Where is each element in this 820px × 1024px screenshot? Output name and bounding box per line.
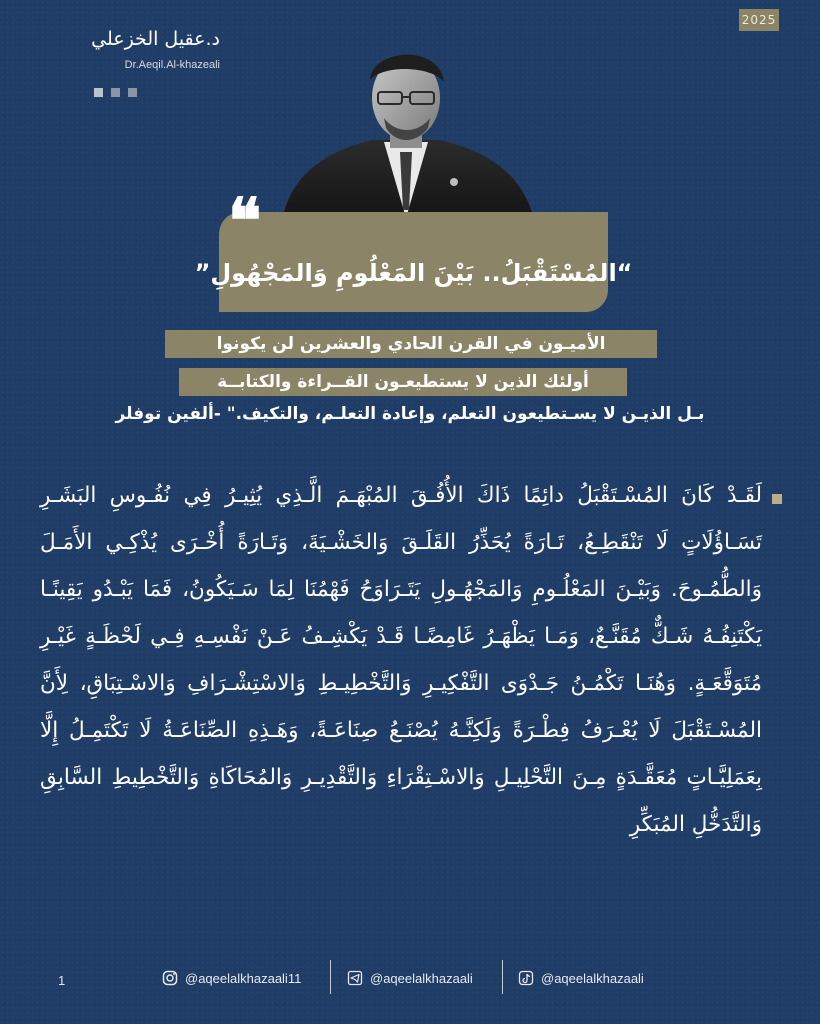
telegram-link[interactable] bbox=[347, 966, 473, 990]
divider bbox=[502, 960, 503, 994]
tiktok-icon bbox=[518, 970, 534, 986]
quote-line-2: أولئك الذين لا يستطيعـون القــراءة والكتابــة bbox=[179, 368, 627, 396]
bullet-icon bbox=[772, 494, 782, 504]
page-title: “المُسْتَقْبَلُ.. بَيْنَ المَعْلُومِ وَالمَجْهُولِ” bbox=[194, 259, 633, 287]
year-badge: 2025 bbox=[739, 9, 779, 31]
quote-icon: ❝ bbox=[228, 184, 262, 257]
tiktok-handle: @aqeelalkhazaali bbox=[541, 970, 644, 986]
quote-line-1: الأميـون في القرن الحادي والعشرين لن يكونوا bbox=[165, 330, 657, 358]
decorative-dots bbox=[94, 88, 137, 97]
instagram-link[interactable] bbox=[162, 966, 301, 990]
author-name-arabic: د.عقيل الخزعلي bbox=[91, 28, 220, 50]
title-banner bbox=[194, 212, 633, 312]
telegram-handle: @aqeelalkhazaali bbox=[370, 970, 473, 986]
dot bbox=[128, 88, 137, 97]
instagram-icon bbox=[162, 970, 178, 986]
telegram-icon bbox=[347, 970, 363, 986]
instagram-handle: @aqeelalkhazaali11 bbox=[185, 970, 302, 986]
portrait-photo bbox=[272, 40, 540, 220]
author-name-english: Dr.Aeqil.Al-khazeali bbox=[124, 59, 220, 71]
dot bbox=[111, 88, 120, 97]
divider bbox=[330, 960, 331, 994]
body-paragraph: لَقَـدْ كَانَ المُسْـتَقْبَلُ دائِمًا ذَاكَ الأُفُـقَ المُبْهَـمَ الَّـذِي يُثِيـرُ فِي نُفُـوسِ البَشَـرِ تَسَـاؤُلَاتٍ لَا تَنْقَطِـعُ، تَـارَةً يُحَذِّرُ القَلَـقَ وَالخَشْـيَةَ، وَتَـارَةً أُخْـرَى يُذْكِـي الأَمَـلَ وَالطُّمُـوحَ. وَبَيْـنَ المَعْلُـومِ وَالمَجْهُـولِ يَتَـرَاوَحُ فَهْمُنَا لِمَا سَـيَكُونُ، فَمَا يَبْـدُو يَقِينًـا يَكْتَنِفُـهُ شَـكٌّ مُقَنَّـعٌ، وَمَـا يَظْهَـرُ غَامِضًـا قَـدْ يَكْشِـفُ عَـنْ نَفْسِـهِ فِـي لَحْظَـةٍ غَيْـرِ مُتَوَقَّعَـةٍ. وَهُنَـا تَكْمُـنُ جَـدْوَى التَّفْكِيـرِ وَالتَّخْطِيـطِ وَالاسْتِشْـرَافِ وَالاسْـتِبَاقِ، لِأَنَّ المُسْـتَقْبَلَ لَا يُعْـرَفُ فِطْـرَةً وَلَكِنَّـهُ يُصْنَـعُ صِنَاعَـةً، وَهَـذِهِ الصِّنَاعَـةُ لَا تَكْتَمِـلُ إِلَّا بِعَمَلِيَّـاتٍ مُعَقَّـدَةٍ مِـنَ التَّحْلِيـلِ وَالاسْـتِقْرَاءِ وَالتَّقْدِيـرِ وَالمُحَاكَاةِ وَالتَّخْطِيطِ السَّابِقِ وَالتَّدَخُّلِ المُبَكِّرِ bbox=[40, 483, 762, 837]
dot bbox=[94, 88, 103, 97]
tiktok-link[interactable] bbox=[518, 966, 644, 990]
page-number: 1 bbox=[58, 973, 66, 988]
quote-line-3: بـل الذيـن لا يسـتطيعون التعلم، وإعادة التعلـم، والتكيف." -ألفين توفلر bbox=[115, 404, 705, 424]
